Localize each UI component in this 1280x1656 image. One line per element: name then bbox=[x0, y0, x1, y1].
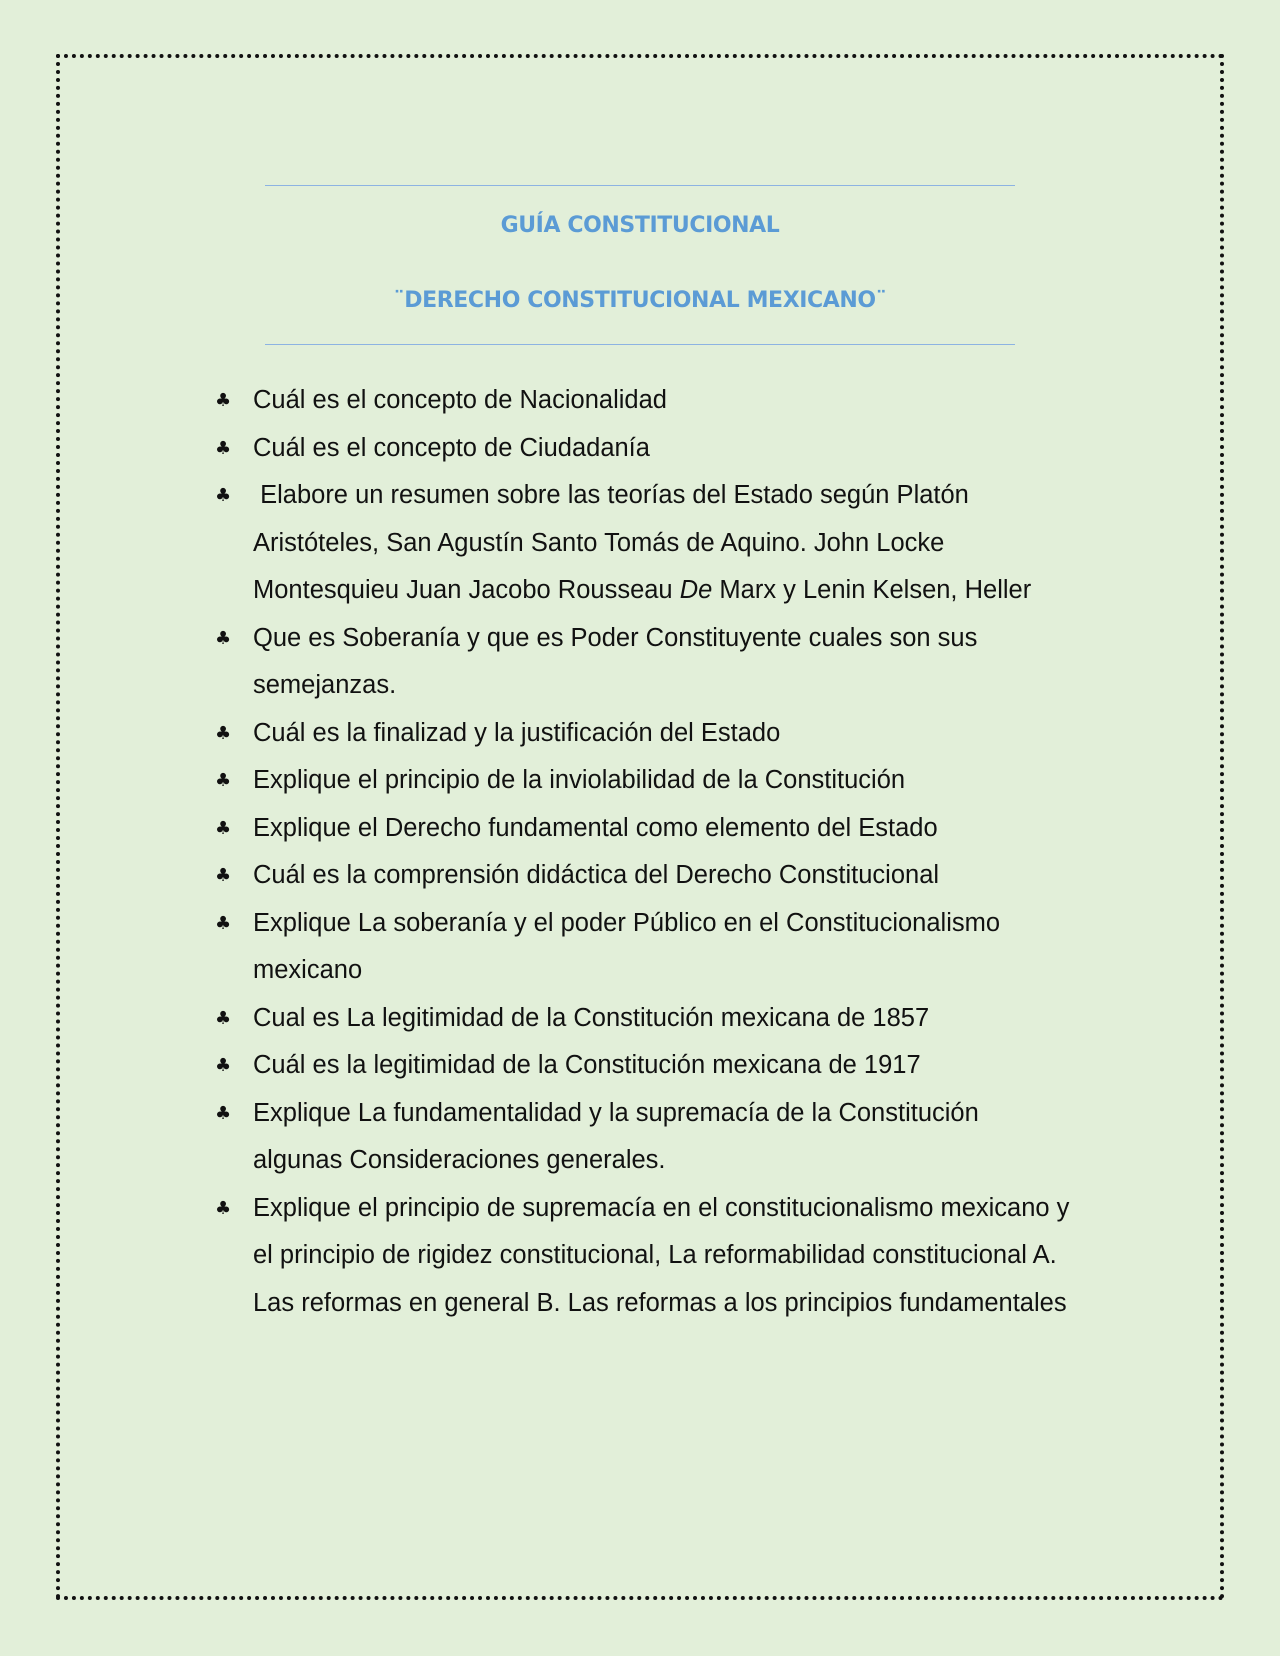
question-list bbox=[215, 377, 1115, 1327]
club-bullet-icon: ♣ bbox=[215, 627, 232, 649]
title-block bbox=[265, 185, 1015, 345]
question-text: Explique el principio de la inviolabilidad de la Constitución bbox=[253, 766, 906, 794]
document-title: GUÍA CONSTITUCIONAL bbox=[500, 213, 780, 238]
question-text: Cual es La legitimidad de la Constitución mexicana de 1857 bbox=[253, 1003, 930, 1032]
club-bullet-icon: ♣ bbox=[215, 1197, 232, 1219]
question-item bbox=[215, 1090, 1115, 1185]
question-item bbox=[215, 710, 1115, 758]
club-bullet-icon: ♣ bbox=[215, 722, 232, 744]
question-text: Cuál es la legitimidad de la Constitución mexicana de 1917 bbox=[253, 1051, 921, 1079]
question-item bbox=[215, 425, 1115, 473]
question-text: Cuál es la comprensión didáctica del Derecho Constitucional bbox=[253, 861, 940, 889]
club-bullet-icon: ♣ bbox=[215, 1102, 232, 1124]
question-item bbox=[215, 805, 1115, 853]
question-text: Explique el principio de supremacía en el constitucionalismo mexicano y el principio de rigidez constitucional, La reformabilidad constitucional A. Las reformas en general B. Las reformas a los principios fundamentales bbox=[253, 1193, 1070, 1317]
club-bullet-icon: ♣ bbox=[215, 1007, 232, 1029]
club-bullet-icon: ♣ bbox=[215, 390, 232, 411]
question-item bbox=[215, 995, 1115, 1043]
question-text: Que es Soberanía y que es Poder Constituyente cuales son sus semejanzas. bbox=[253, 623, 978, 699]
question-item bbox=[215, 757, 1115, 805]
club-bullet-icon: ♣ bbox=[215, 1055, 232, 1076]
question-item bbox=[215, 852, 1115, 900]
document-subtitle: ¨DERECHO CONSTITUCIONAL MEXICANO¨ bbox=[393, 288, 887, 313]
question-item bbox=[215, 615, 1115, 710]
question-item bbox=[215, 377, 1115, 425]
question-item bbox=[215, 1185, 1115, 1328]
question-item bbox=[215, 472, 1115, 615]
question-text-italic: De bbox=[679, 576, 713, 604]
club-bullet-icon: ♣ bbox=[215, 485, 232, 506]
question-text-part: Elabore un resumen sobre las teorías del Estado según Platón Aristóteles, San Agustín Santo Tomás de Aquino. John Locke Montesquieu Juan Jacobo Rousseau bbox=[253, 481, 969, 604]
club-bullet-icon: ♣ bbox=[215, 912, 232, 934]
question-item bbox=[215, 900, 1115, 995]
question-text: Explique el Derecho fundamental como elemento del Estado bbox=[253, 813, 938, 842]
question-text: Explique La soberanía y el poder Público en el Constitucionalismo mexicano bbox=[253, 908, 1001, 984]
question-item bbox=[215, 1042, 1115, 1090]
question-text bbox=[253, 481, 1031, 604]
club-bullet-icon: ♣ bbox=[215, 437, 232, 459]
question-text-part: Marx y Lenin Kelsen, Heller bbox=[712, 576, 1032, 604]
club-bullet-icon: ♣ bbox=[215, 817, 232, 839]
club-bullet-icon: ♣ bbox=[215, 770, 232, 791]
question-text: Cuál es el concepto de Ciudadanía bbox=[253, 433, 650, 462]
question-text: Explique La fundamentalidad y la supremacía de la Constitución algunas Consideraciones generales. bbox=[253, 1098, 979, 1174]
question-text: Cuál es el concepto de Nacionalidad bbox=[253, 386, 667, 414]
question-text: Cuál es la finalizad y la justificación del Estado bbox=[253, 718, 781, 747]
club-bullet-icon: ♣ bbox=[215, 865, 232, 886]
